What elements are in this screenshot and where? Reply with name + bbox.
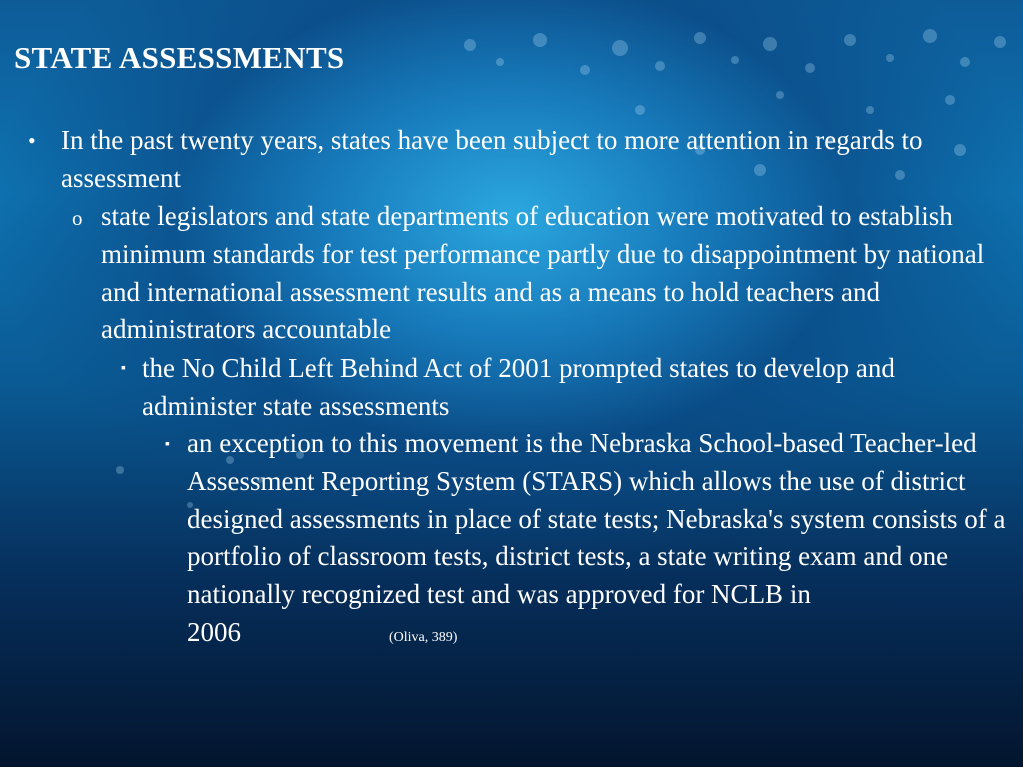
- bullet-circle-icon: o: [72, 206, 83, 230]
- bullet-level-4: [187, 425, 1015, 657]
- bullet-level-4-text: an exception to this movement is the Nebraska School-based Teacher-led Assessment Reporting System (STARS) which allows the use of district designed assessments in place of state tests; Nebraska's system consists of a portfolio of classroom tests, district tests, a state writing exam and one nationally recognized test and was approved for NCLB in 2006: [187, 428, 1006, 647]
- bullet-level-3: the No Child Left Behind Act of 2001 prompted states to develop and administer state assessments: [142, 353, 895, 421]
- bullet-square-icon: ▪: [165, 437, 170, 452]
- bullet-dot-icon: •: [28, 128, 36, 153]
- slide-title: STATE ASSESSMENTS: [14, 40, 345, 75]
- bullet-square-icon: ▪: [121, 361, 126, 376]
- citation: (Oliva, 389): [389, 629, 458, 645]
- bullet-level-2: state legislators and state departments of education were motivated to establish minimum standards for test performance partly due to disappointment by national and international assessment results and as a means to hold teachers and administrators accountable: [101, 201, 985, 345]
- bullet-level-1: In the past twenty years, states have been subject to more attention in regards to assessment: [61, 125, 923, 193]
